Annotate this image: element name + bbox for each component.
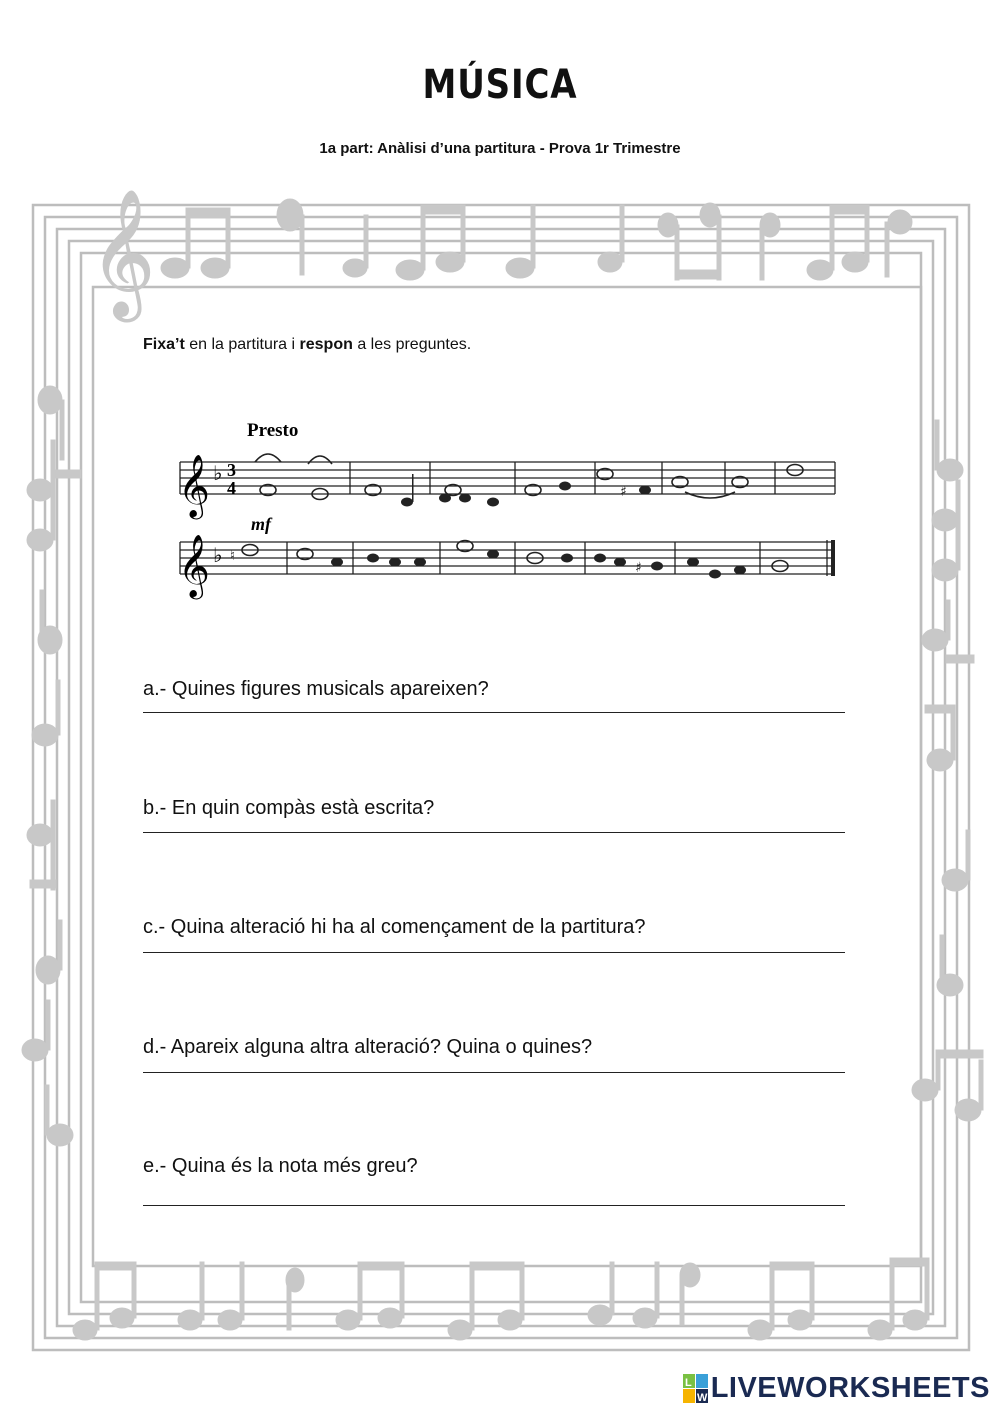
note-icon bbox=[922, 600, 974, 663]
note-icon bbox=[286, 1268, 304, 1330]
answer-line-e[interactable] bbox=[143, 1205, 845, 1206]
score-notes-1 bbox=[255, 454, 803, 500]
staff-1 bbox=[180, 462, 835, 494]
instruction-bold-2: respon bbox=[299, 336, 353, 353]
svg-text:L: L bbox=[684, 1377, 692, 1390]
liveworksheets-brand[interactable] bbox=[683, 1372, 990, 1405]
question-a: a.- Quines figures musicals apareixen? bbox=[143, 678, 489, 700]
note-icon bbox=[912, 1050, 983, 1121]
question-e: e.- Quina és la nota més greu? bbox=[143, 1155, 418, 1177]
instruction-text bbox=[143, 336, 471, 354]
svg-text:♯: ♯ bbox=[635, 560, 642, 576]
brand-text: LIVEWORKSHEETS bbox=[710, 1372, 990, 1404]
answer-line-b[interactable] bbox=[143, 832, 845, 833]
key-signature: ♭ bbox=[213, 543, 223, 567]
tempo-marking: Presto bbox=[247, 420, 299, 441]
time-sig-bottom: 4 bbox=[227, 478, 236, 498]
note-icon bbox=[277, 199, 304, 275]
instruction-bold-1: Fixa’t bbox=[143, 336, 185, 353]
instruction-part-1: en la partitura i bbox=[184, 336, 300, 353]
note-icon bbox=[885, 210, 912, 277]
page-subtitle: 1a part: Anàlisi d’una partitura - Prova 1r Trimestre bbox=[319, 140, 681, 157]
note-icon bbox=[588, 1262, 659, 1328]
liveworksheets-logo-icon bbox=[683, 1374, 709, 1404]
treble-clef-icon: 𝄞 bbox=[178, 454, 210, 517]
instruction-part-2: a les preguntes. bbox=[352, 336, 472, 353]
answer-line-c[interactable] bbox=[143, 952, 845, 953]
question-c: c.- Quina alteració hi ha al començament de la partitura? bbox=[143, 916, 646, 938]
note-icon bbox=[178, 1262, 244, 1330]
svg-text:W: W bbox=[696, 1392, 708, 1405]
note-icon bbox=[22, 1000, 50, 1061]
svg-text:♮: ♮ bbox=[230, 548, 236, 564]
svg-text:♯: ♯ bbox=[620, 484, 627, 500]
page-title: MÚSICA bbox=[422, 62, 578, 108]
note-icon bbox=[38, 590, 62, 654]
treble-clef-icon: 𝄞 bbox=[90, 188, 156, 316]
note-icon bbox=[27, 440, 81, 551]
key-signature: ♭ bbox=[213, 461, 223, 485]
note-icon bbox=[760, 213, 780, 280]
note-icon bbox=[598, 205, 624, 272]
dynamic-marking: mf bbox=[251, 514, 271, 534]
music-score bbox=[175, 412, 845, 612]
answer-line-a[interactable] bbox=[143, 712, 845, 713]
answer-line-d[interactable] bbox=[143, 1072, 845, 1073]
treble-clef-icon: 𝄞 bbox=[178, 534, 210, 597]
score-notes-1b bbox=[401, 474, 651, 507]
note-icon bbox=[343, 215, 368, 277]
note-icon bbox=[336, 1262, 404, 1330]
note-icon bbox=[937, 935, 963, 996]
note-icon bbox=[27, 800, 56, 890]
note-icon bbox=[161, 208, 230, 278]
note-icon bbox=[680, 1263, 700, 1325]
question-b: b.- En quin compàs està escrita? bbox=[143, 797, 435, 819]
question-d: d.- Apareix alguna altra alteració? Quina o quines? bbox=[143, 1036, 593, 1058]
note-icon bbox=[925, 705, 955, 771]
note-icon bbox=[935, 420, 963, 481]
time-sig-top: 3 bbox=[227, 460, 236, 480]
note-icon bbox=[36, 920, 62, 984]
